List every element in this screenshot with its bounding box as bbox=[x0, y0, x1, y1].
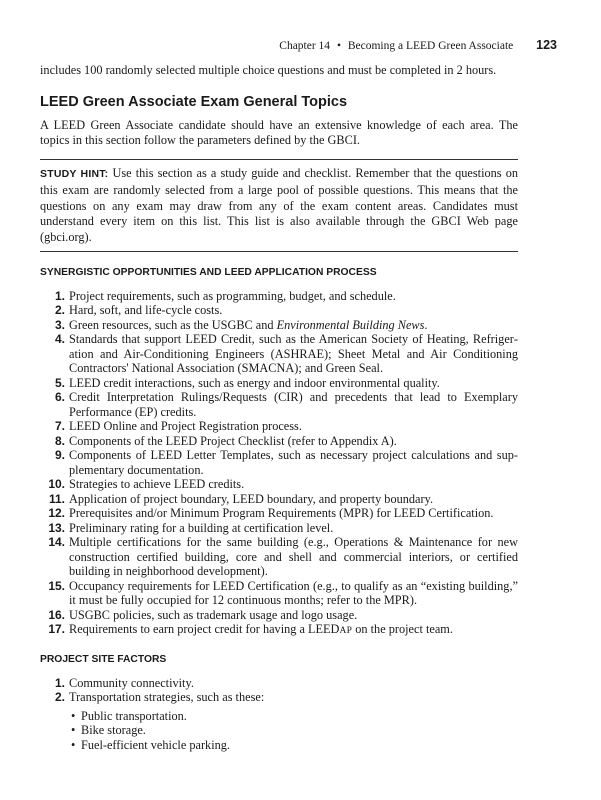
section-title: LEED Green Associate Exam General Topics bbox=[40, 93, 348, 110]
item-number: 4. bbox=[54, 332, 65, 347]
item-number: 9. bbox=[54, 448, 65, 463]
item-text: LEED credit interactions, such as energy and indoor environmental quality. bbox=[69, 375, 440, 390]
header-separator: • bbox=[336, 40, 341, 52]
item-number: 12. bbox=[48, 506, 65, 521]
section-paragraph: A LEED Green Associate candidate should have an extensive knowledge of each area. The topics in this section follow the parameters defined by the GBCI. bbox=[40, 117, 518, 148]
item-text: Green resources, such as the USGBC and bbox=[69, 317, 277, 332]
site-factors-list bbox=[40, 676, 518, 705]
item-number: 14. bbox=[48, 535, 65, 550]
list-item bbox=[40, 332, 518, 376]
page-number: 123 bbox=[536, 38, 557, 52]
item-text-end: . bbox=[424, 317, 428, 332]
item-text: Transportation strategies, such as these: bbox=[69, 690, 265, 705]
item-text: Preliminary rating for a building at certification level. bbox=[69, 520, 334, 535]
list-item bbox=[40, 419, 518, 434]
item-text: Hard, soft, and life-cycle costs. bbox=[69, 303, 223, 318]
list-item bbox=[40, 477, 518, 492]
list-item bbox=[40, 492, 518, 507]
item-text: Standards that support LEED Credit, such as the American Society of Heating, Refrigeration and Air-Conditioning Engineers (ASHRAE); Sheet Metal and Air Conditioning Contractors' National Association (SMACNA); and Green Seal. bbox=[69, 332, 518, 376]
item-text: Strategies to achieve LEED credits. bbox=[69, 477, 245, 492]
list-item bbox=[40, 622, 518, 639]
item-text: Project requirements, such as programming, budget, and schedule. bbox=[69, 288, 396, 303]
bullet-item bbox=[40, 723, 518, 738]
list-item bbox=[40, 676, 518, 691]
item-number: 5. bbox=[54, 375, 65, 390]
study-hint-box bbox=[40, 159, 518, 252]
list-item bbox=[40, 690, 518, 705]
item-text: Components of LEED Letter Templates, such as necessary project calculations and supplementary documentation. bbox=[69, 448, 518, 477]
list-item bbox=[40, 289, 518, 304]
item-number: 11. bbox=[48, 491, 65, 506]
item-number: 17. bbox=[48, 622, 65, 637]
study-hint-text: Use this section as a study guide and checklist. Remember that the questions on this exam are randomly selected from a large pool of possible questions. This means that the questions on any exam may draw from any of the exam content areas. Candidates must understand every item on this list. This list is also available through the GBCI Web page (gbci.org). bbox=[40, 166, 519, 244]
bullet-item bbox=[40, 738, 518, 753]
bullet-item bbox=[40, 709, 518, 724]
item-small-caps: AP bbox=[339, 626, 353, 637]
list-item bbox=[40, 535, 518, 579]
study-hint-label: STUDY HINT: bbox=[40, 168, 109, 181]
item-number: 10. bbox=[48, 477, 65, 492]
item-number: 1. bbox=[54, 675, 65, 690]
bullet-text: Public transportation. bbox=[81, 708, 187, 723]
item-number: 2. bbox=[54, 690, 65, 705]
bullet-text: Bike storage. bbox=[81, 723, 146, 738]
list-item bbox=[40, 608, 518, 623]
item-text: Requirements to earn project credit for having a LEED bbox=[69, 622, 340, 637]
item-number: 3. bbox=[54, 317, 65, 332]
bullet-text: Fuel-efficient vehicle parking. bbox=[81, 737, 230, 752]
page-content bbox=[40, 63, 518, 752]
list-item bbox=[40, 318, 518, 333]
running-header bbox=[40, 37, 557, 54]
item-text: Application of project boundary, LEED boundary, and property boundary. bbox=[69, 491, 434, 506]
item-text: Components of the LEED Project Checklist (refer to Appendix A). bbox=[69, 433, 397, 448]
item-text: Community connectivity. bbox=[69, 675, 194, 690]
site-factors-heading: PROJECT SITE FACTORS bbox=[40, 653, 167, 665]
list-item bbox=[40, 579, 518, 608]
item-number: 7. bbox=[54, 419, 65, 434]
synergistic-heading: SYNERGISTIC OPPORTUNITIES AND LEED APPLICATION PROCESS bbox=[40, 266, 377, 278]
item-text: Credit Interpretation Rulings/Requests (CIR) and precedents that lead to Exemplary Performance (EP) credits. bbox=[69, 390, 518, 419]
item-number: 16. bbox=[48, 607, 65, 622]
list-item bbox=[40, 390, 518, 419]
list-item bbox=[40, 434, 518, 449]
list-item bbox=[40, 448, 518, 477]
item-text: USGBC policies, such as trademark usage and logo usage. bbox=[69, 607, 358, 622]
item-text: Occupancy requirements for LEED Certification (e.g., to qualify as an “existing building,” it must be fully occupied for 12 continuous months; refer to the MPR). bbox=[69, 578, 518, 608]
item-number: 13. bbox=[48, 520, 65, 535]
item-text-end: on the project team. bbox=[352, 622, 453, 637]
item-text: Multiple certifications for the same building (e.g., Operations & Maintenance for new construction certified building, core and shell and commercial interiors, or certified building in neighborhood development). bbox=[69, 535, 518, 579]
item-number: 1. bbox=[54, 288, 65, 303]
list-item bbox=[40, 303, 518, 318]
item-number: 15. bbox=[48, 578, 65, 593]
item-text: LEED Online and Project Registration process. bbox=[69, 419, 302, 434]
item-text: Prerequisites and/or Minimum Program Requirements (MPR) for LEED Certification. bbox=[69, 506, 494, 521]
study-hint-paragraph bbox=[40, 166, 518, 246]
item-number: 6. bbox=[54, 390, 65, 405]
bullet-icon: • bbox=[71, 737, 76, 752]
list-item bbox=[40, 376, 518, 391]
bullet-icon: • bbox=[71, 708, 76, 723]
chapter-label: Chapter 14 bbox=[279, 40, 331, 52]
list-item bbox=[40, 506, 518, 521]
list-item bbox=[40, 521, 518, 536]
intro-paragraph: includes 100 randomly selected multiple choice questions and must be completed in 2 hours. bbox=[40, 63, 497, 77]
item-italic-title: Environmental Building News bbox=[276, 317, 425, 332]
transportation-bullets bbox=[40, 709, 518, 753]
item-number: 2. bbox=[54, 303, 65, 318]
synergistic-list bbox=[40, 289, 518, 639]
bullet-icon: • bbox=[71, 723, 76, 738]
item-number: 8. bbox=[54, 433, 65, 448]
chapter-title: Becoming a LEED Green Associate bbox=[347, 40, 514, 52]
